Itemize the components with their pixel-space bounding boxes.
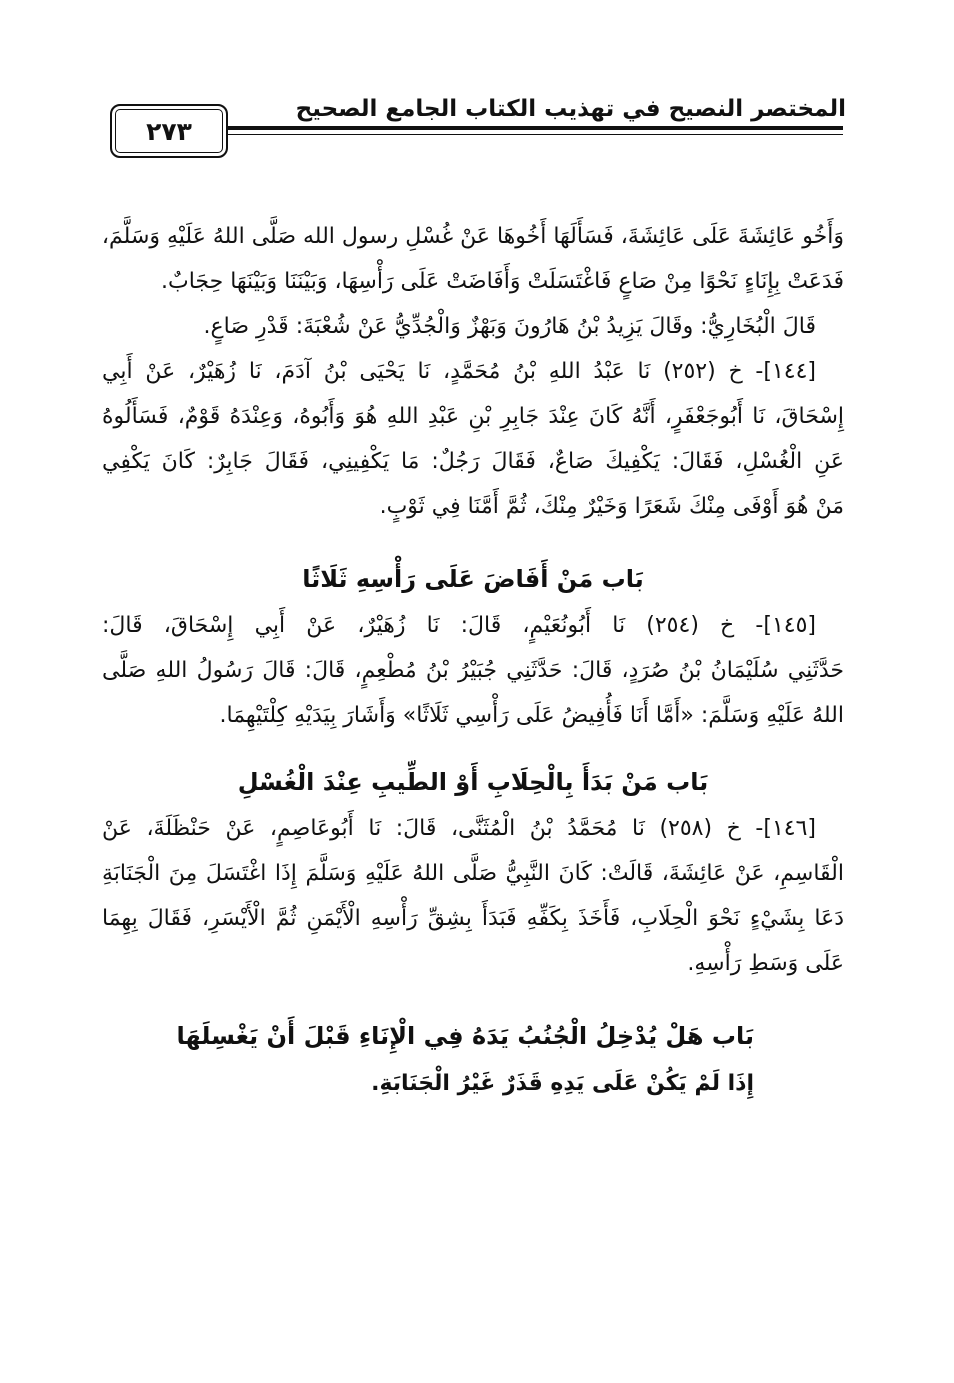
text-line: دَعَا بِشَيْءٍ نَحْوَ الْحِلَابِ، فَأَخَذَ بِكَفِّهِ فَبَدَأَ بِشِقِّ رَأْسِهِ الْأَيْمَنِ ثُمَّ الْأَيْسَرِ، فَقَالَ بِهِمَا <box>102 906 844 931</box>
text-line: عَنِ الْغُسْلِ، فَقَالَ: يَكْفِيكَ صَاعٌ، فَقَالَ رَجُلٌ: مَا يَكْفِينِي، فَقَالَ جَابِرٌ: كَانَ يَكْفِي <box>102 449 844 474</box>
chapter-heading: بَاب هَلْ يُدْخِلُ الْجُنُبُ يَدَهُ فِي الْإِنَاءِ قَبْلَ أَنْ يَغْسِلَهَا <box>176 1022 754 1050</box>
section-pour-three-times <box>102 555 844 738</box>
text-line: مَنْ هُوَ أَوْفَى مِنْكَ شَعَرًا وَخَيْرٌ مِنْكَ، ثُمَّ أَمَّنَا فِي ثَوْبٍ. <box>379 494 844 519</box>
spacer <box>102 986 844 1012</box>
spacer <box>102 529 844 555</box>
text-line: اللهُ عَلَيْهِ وَسَلَّمَ: «أَمَّا أَنَا فَأُفِيضُ عَلَى رَأْسِي ثَلَاثًا» وَأَشَارَ بِيَدَيْهِ كِلْتَيْهِمَا. <box>219 703 844 728</box>
paragraph-continuation <box>102 214 844 349</box>
text-line: فَدَعَتْ بِإِنَاءٍ نَحْوًا مِنْ صَاعٍ فَاغْتَسَلَتْ وَأَفَاضَتْ عَلَى رَأْسِهَا، وَبَيْنَنَا وَبَيْنَهَا حِجَابٌ. <box>161 269 844 294</box>
text-line: عَلَى وَسَطِ رَأْسِهِ. <box>687 951 844 976</box>
text-line: الْقَاسِمِ، عَنْ عَائِشَةَ، قَالَتْ: كَانَ النَّبِيُّ صَلَّى اللهُ عَلَيْهِ وَسَلَّمَ إِذَا اغْتَسَلَ مِنَ الْجَنَابَةِ <box>102 861 844 886</box>
text-line: [١٤٦]- خ (٢٥٨) نَا مُحَمَّدُ بْنُ الْمُثَنَّى، قَالَ: نَا أَبُوعَاصِمٍ، عَنْ حَنْظَلَةَ، عَنْ <box>102 816 816 841</box>
text-line: [١٤٥]- خ (٢٥٤) نَا أَبُونُعَيْمٍ، قَالَ: نَا زُهَيْرٌ، عَنْ أَبِي إِسْحَاقَ، قَالَ: <box>102 613 816 638</box>
text-line: حَدَّثَنِي سُلَيْمَانُ بْنُ صُرَدٍ، قَالَ: حَدَّثَنِي جُبَيْرُ بْنُ مُطْعِمٍ، قَالَ: قَالَ رَسُولُ اللهِ صَلَّى <box>102 658 844 683</box>
header-rule <box>225 126 843 130</box>
text-line: [١٤٤]- خ (٢٥٢) نَا عَبْدُ اللهِ بْنُ مُحَمَّدٍ، نَا يَحْيَى بْنُ آدَمَ، نَا زُهَيْرٌ، عَنْ أَبِي <box>102 359 816 384</box>
section-hilab-or-perfume <box>102 758 844 986</box>
chapter-heading: بَاب مَنْ بَدَأَ بِالْحِلَابِ أَوْ الطِّيبِ عِنْدَ الْغُسْلِ <box>237 768 709 796</box>
section-junub-hand-in-vessel <box>102 1012 844 1108</box>
page-body <box>102 214 844 1108</box>
chapter-subheading: إِذَا لَمْ يَكُنْ عَلَى يَدِهِ قَذَرٌ غَيْرُ الْجَنَابَةِ. <box>371 1071 754 1096</box>
hadith-144 <box>102 349 844 529</box>
text-line: قَالَ الْبُخَارِيُّ: وقَالَ يَزِيدُ بْنُ هَارُونَ وَبَهْزٌ وَالْجُدِّيُّ عَنْ شُعْبَةَ: قَدْرِ صَاعٍ. <box>203 314 816 339</box>
text-line: إِسْحَاقَ، نَا أَبُوجَعْفَرٍ، أَنَّهُ كَانَ عِنْدَ جَابِرِ بْنِ عَبْدِ اللهِ هُوَ وَأَبُوهُ، وَعِنْدَهُ قَوْمٌ، فَسَأَلُوهُ <box>102 404 844 429</box>
header-rule-thin <box>225 134 843 135</box>
spacer <box>102 738 844 758</box>
chapter-heading: بَاب مَنْ أَفَاضَ عَلَى رَأْسِهِ ثَلَاثًا <box>302 565 644 593</box>
running-header-title: المختصر النصيح في تهذيب الكتاب الجامع الصحيح <box>295 96 846 122</box>
page-number: ٢٧٣ <box>110 104 228 158</box>
text-line: وَأَخُو عَائِشَةَ عَلَى عَائِشَةَ، فَسَأَلَهَا أَخُوهَا عَنْ غُسْلِ رسول الله صَلَّى اللهُ عَلَيْهِ وَسَلَّمَ، <box>101 224 844 249</box>
